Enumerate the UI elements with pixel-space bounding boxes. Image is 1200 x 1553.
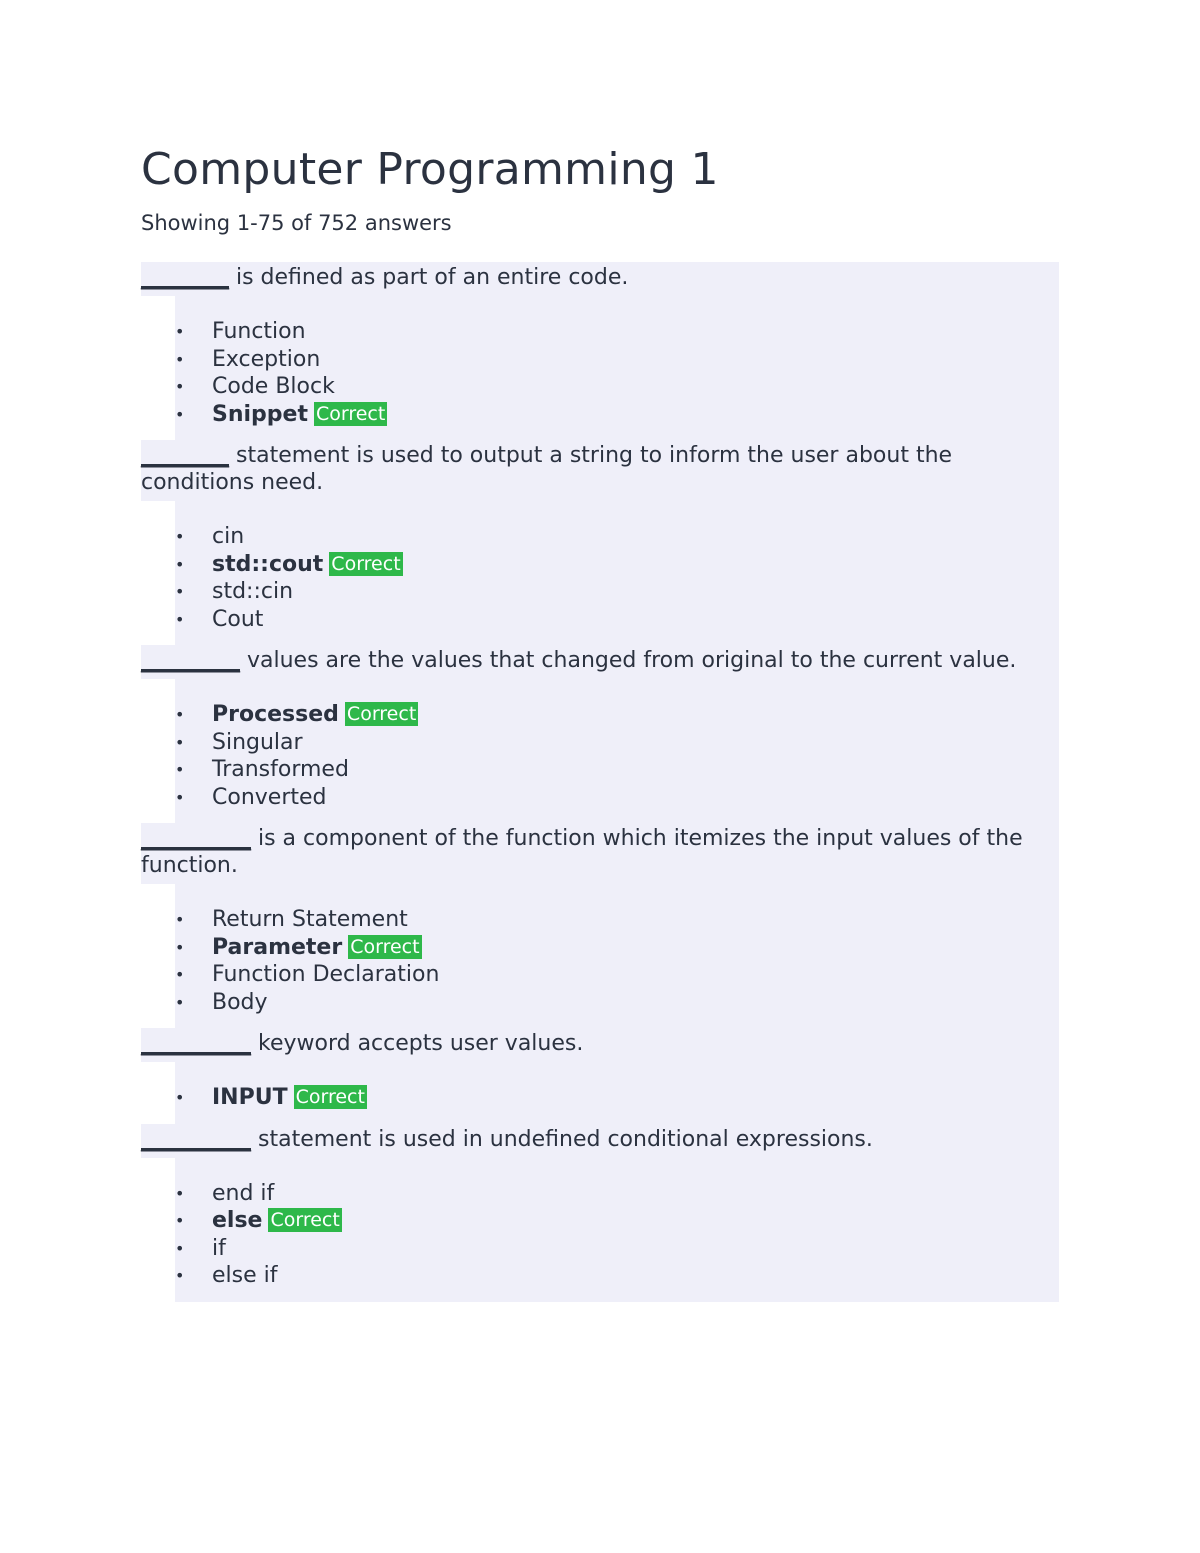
question-text [141,440,1059,501]
option-label: Cout [212,606,264,632]
answer-blank: ________ [141,265,229,290]
option-item [175,523,1059,551]
bullet-icon: • [175,992,185,1012]
bullet-icon: • [175,1088,185,1107]
option-label: Code Block [212,374,335,399]
option-item [175,578,1059,606]
option-item [175,318,1059,346]
option-item [175,606,1059,634]
option-item [175,729,1059,757]
option-item [175,346,1059,374]
bullet-icon: • [175,322,185,341]
question-block [141,440,1059,645]
option-item [175,1180,1059,1208]
bullet-icon: • [175,787,185,807]
options-panel [175,884,1059,1028]
option-item [175,756,1059,784]
option-label: else if [212,1263,278,1288]
correct-badge: Correct [315,402,386,425]
options-list [175,1084,1059,1112]
correct-option [175,701,1059,729]
correct-badge: Correct [331,552,401,575]
bullet-icon: • [175,732,185,752]
question-prompt: values are the values that changed from original to the current value. [240,648,1017,673]
option-label: else [212,1208,263,1233]
bullet-icon: • [175,965,185,984]
option-label: Converted [212,784,327,810]
answer-blank: __________ [141,1031,251,1056]
option-label: cin [212,524,245,549]
option-label: Parameter [212,934,343,960]
correct-option [175,1207,1059,1235]
correct-option [175,1084,1059,1112]
question-prompt: keyword accepts user values. [251,1031,584,1056]
question-prompt: is a component of the function which itemizes the input values of the function. [141,826,1023,878]
question-text [141,1028,1059,1062]
bullet-icon: • [175,349,185,369]
option-label: Transformed [212,757,349,782]
question-list [141,262,1059,1302]
option-label: Snippet [212,401,308,427]
option-item [175,1262,1059,1290]
option-label: Singular [212,729,303,755]
correct-option [175,401,1059,429]
bullet-icon: • [175,1266,185,1285]
bullet-icon: • [175,1183,185,1203]
option-label: Function [212,319,306,344]
options-panel [175,1062,1059,1124]
option-label: if [212,1235,226,1261]
options-list [175,523,1059,633]
correct-badge: Correct [270,1209,340,1231]
question-block [141,1028,1059,1124]
option-label: Return Statement [212,907,408,932]
question-prompt: statement is used to output a string to inform the user about the conditions need. [141,443,953,495]
options-panel [175,501,1059,645]
bullet-icon: • [175,1238,185,1258]
question-block [141,823,1059,1028]
bullet-icon: • [175,377,185,396]
answer-blank: ________ [141,443,229,468]
question-prompt: is defined as part of an entire code. [229,265,629,290]
option-label: Body [212,989,268,1015]
option-label: end if [212,1180,275,1206]
question-text [141,1124,1059,1158]
question-block [141,645,1059,823]
question-text [141,262,1059,296]
options-panel [175,679,1059,823]
correct-option [175,551,1059,579]
bullet-icon: • [175,404,185,424]
option-label: std::cout [212,551,324,577]
option-label: Exception [212,346,321,372]
question-text [141,645,1059,679]
bullet-icon: • [175,760,185,779]
question-text [141,823,1059,884]
option-item [175,906,1059,934]
bullet-icon: • [175,609,185,629]
option-label: Processed [212,702,339,727]
question-block [141,1124,1059,1302]
option-item [175,373,1059,401]
option-item [175,1235,1059,1263]
bullet-icon: • [175,1211,185,1230]
bullet-icon: • [175,937,185,957]
answer-blank: _________ [141,648,240,673]
options-list [175,701,1059,811]
option-item [175,989,1059,1017]
document-page [141,140,1059,1288]
option-label: Function Declaration [212,962,440,987]
bullet-icon: • [175,910,185,929]
option-label: std::cin [212,579,294,604]
question-block [141,262,1059,440]
option-item [175,784,1059,812]
option-label: INPUT [212,1085,288,1110]
answers-count: Showing 1-75 of 752 answers [141,211,452,235]
options-list [175,906,1059,1016]
correct-badge: Correct [350,935,420,958]
answer-blank: __________ [141,1126,251,1152]
question-prompt: statement is used in undefined conditional expressions. [251,1126,873,1152]
bullet-icon: • [175,582,185,601]
bullet-icon: • [175,705,185,724]
answer-blank: __________ [141,826,251,851]
options-list [175,318,1059,428]
bullet-icon: • [175,527,185,546]
options-list [175,1180,1059,1290]
page-title: Computer Programming 1 [141,144,719,195]
correct-option [175,934,1059,962]
options-panel [175,1158,1059,1302]
correct-badge: Correct [346,703,417,725]
option-item [175,961,1059,989]
options-panel [175,296,1059,440]
correct-badge: Correct [295,1086,365,1108]
bullet-icon: • [175,554,185,574]
